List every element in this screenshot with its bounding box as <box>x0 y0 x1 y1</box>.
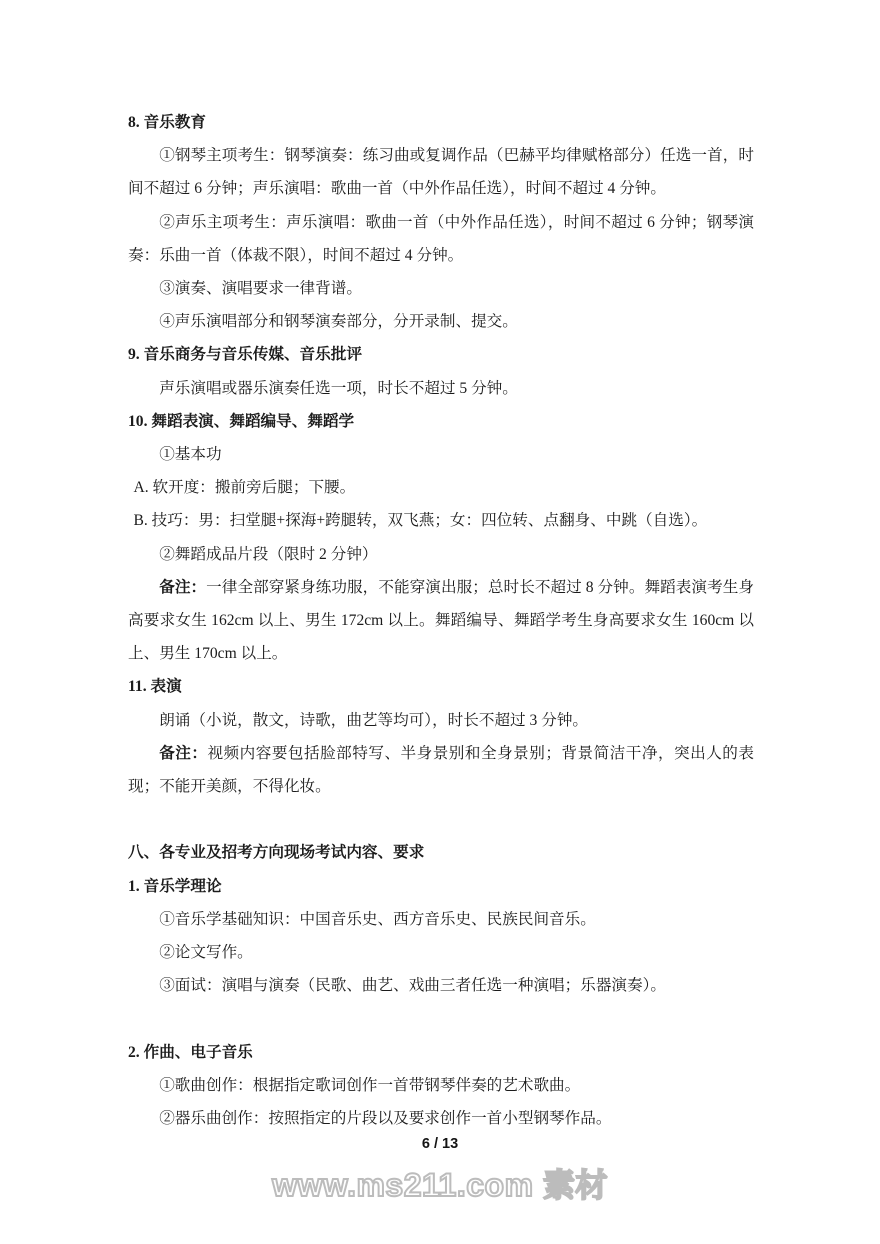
doc-paragraph: ④声乐演唱部分和钢琴演奏部分，分开录制、提交。 <box>159 313 518 331</box>
note-label: 备注： <box>159 744 208 762</box>
doc-heading: 8. 音乐教育 <box>128 114 206 131</box>
doc-heading: 2. 作曲、电子音乐 <box>128 1043 253 1061</box>
doc-heading: 八、各专业及招考方向现场考试内容、要求 <box>128 844 425 862</box>
doc-spacer <box>128 1002 754 1035</box>
doc-paragraph: ①音乐学基础知识：中国音乐史、西方音乐史、民族民间音乐。 <box>159 910 596 928</box>
doc-heading: 1. 音乐学理论 <box>128 877 222 895</box>
doc-paragraph: ②论文写作。 <box>159 944 253 962</box>
doc-paragraph: 备注：一律全部穿紧身练功服，不能穿演出服；总时长不超过 8 分钟。舞蹈表演考生身高要求女生 162cm 以上、男生 172cm 以上。舞蹈编导、舞蹈学考生身高要求女生 160cm 以上、男生 170cm 以上。 <box>128 578 754 663</box>
doc-paragraph: B. 技巧：男：扫堂腿+探海+跨腿转，双飞燕；女：四位转、点翻身、中跳（自选）。 <box>133 512 708 530</box>
doc-paragraph: ②器乐曲创作：按照指定的片段以及要求创作一首小型钢琴作品。 <box>159 1110 612 1128</box>
watermark: www.ms211.com 素材 <box>272 1167 608 1203</box>
page-number: 6 / 13 <box>421 1136 459 1152</box>
doc-paragraph: 备注：视频内容要包括脸部特写、半身景别和全身景别；背景简洁干净，突出人的表现；不能开美颜，不得化妆。 <box>128 744 754 796</box>
doc-paragraph: A. 软开度：搬前旁后腿；下腰。 <box>133 479 356 497</box>
doc-paragraph: ②舞蹈成品片段（限时 2 分钟） <box>159 545 378 563</box>
doc-paragraph: ③面试：演唱与演奏（民歌、曲艺、戏曲三者任选一种演唱；乐器演奏）。 <box>159 977 666 995</box>
doc-paragraph: ①钢琴主项考生：钢琴演奏：练习曲或复调作品（巴赫平均律赋格部分）任选一首，时间不超过 6 分钟；声乐演唱：歌曲一首（中外作品任选），时间不超过 4 分钟。 <box>128 147 754 198</box>
doc-paragraph: ②声乐主项考生：声乐演唱：歌曲一首（中外作品任选），时间不超过 6 分钟；钢琴演奏：乐曲一首（体裁不限），时间不超过 4 分钟。 <box>128 213 754 264</box>
document-body <box>128 106 754 1135</box>
doc-paragraph: ①基本功 <box>159 446 222 464</box>
doc-heading: 11. 表演 <box>128 678 182 696</box>
doc-spacer <box>128 803 754 836</box>
doc-paragraph: ③演奏、演唱要求一律背谱。 <box>159 280 362 298</box>
doc-paragraph: ①歌曲创作：根据指定歌词创作一首带钢琴伴奏的艺术歌曲。 <box>159 1076 581 1094</box>
note-label: 备注： <box>159 578 207 596</box>
doc-paragraph: 声乐演唱或器乐演奏任选一项，时长不超过 5 分钟。 <box>159 379 518 397</box>
doc-heading: 9. 音乐商务与音乐传媒、音乐批评 <box>128 346 362 364</box>
doc-heading: 10. 舞蹈表演、舞蹈编导、舞蹈学 <box>128 412 355 430</box>
doc-paragraph: 朗诵（小说，散文，诗歌，曲艺等均可），时长不超过 3 分钟。 <box>159 711 589 729</box>
